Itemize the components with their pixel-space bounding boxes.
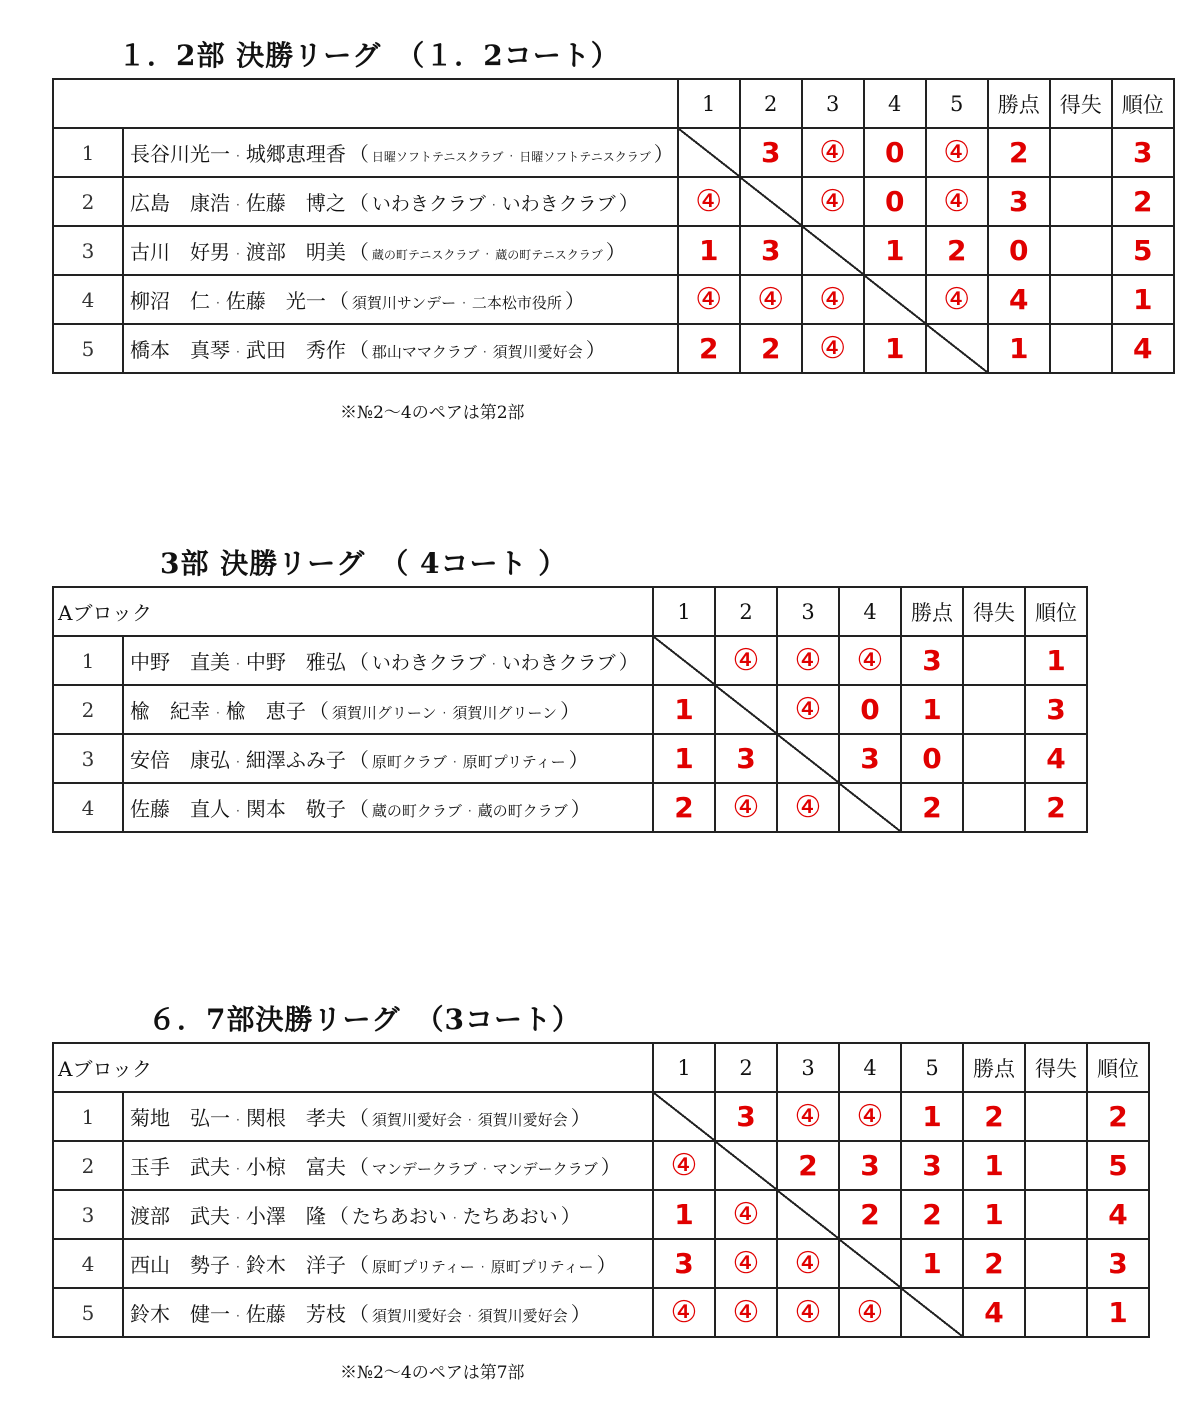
separator-dot: · (236, 246, 240, 261)
match-score: 3 (715, 1092, 777, 1141)
open-paren: （ (348, 1253, 369, 1277)
self-match-cell (926, 324, 988, 373)
player-2-name: 佐藤 光一 (225, 289, 326, 313)
club-1-name: 須賀川グリーン (331, 704, 437, 722)
club-1-name: いわきクラブ (371, 652, 486, 674)
club-2-name: たちあおい (462, 1206, 558, 1228)
player-2-name: 関根 孝夫 (245, 1106, 346, 1130)
pair-cell (123, 226, 678, 275)
separator-dot: · (236, 148, 240, 163)
pair-cell (123, 1141, 653, 1190)
rank: 2 (1025, 783, 1087, 832)
win-points: 1 (963, 1190, 1025, 1239)
win-points: 0 (988, 226, 1050, 275)
match-score: ④ (802, 275, 864, 324)
self-match-cell (839, 783, 901, 832)
league-note: ※№2～4のペアは第7部 (340, 1363, 525, 1383)
column-header: 順位 (1112, 79, 1174, 128)
club-2-name: 須賀川グリーン (452, 704, 558, 722)
table-row (53, 1239, 1149, 1288)
close-paren: ） (618, 191, 639, 215)
match-score: 0 (864, 177, 926, 226)
league-note: ※№2～4のペアは第2部 (340, 403, 525, 423)
rank: 4 (1087, 1190, 1149, 1239)
column-header: 1 (653, 1043, 715, 1092)
close-paren: ） (564, 289, 585, 313)
self-match-cell (777, 1190, 839, 1239)
game-difference (1025, 1190, 1087, 1239)
self-match-cell (777, 734, 839, 783)
player-1-name: 西山 勢子 (130, 1253, 230, 1277)
player-1-name: 長谷川光一 (130, 142, 230, 166)
match-score: ④ (802, 177, 864, 226)
separator-dot: · (236, 1161, 240, 1176)
column-header: 勝点 (963, 1043, 1025, 1092)
club-1-name: たちあおい (351, 1206, 447, 1228)
player-2-name: 武田 秀作 (245, 338, 346, 362)
self-match-cell (653, 636, 715, 685)
close-paren: ） (600, 1155, 621, 1179)
table-row (53, 324, 1174, 373)
separator-dot: · (236, 656, 240, 671)
game-difference (1050, 324, 1112, 373)
column-header: 3 (777, 587, 839, 636)
open-paren: （ (348, 338, 369, 362)
league-table (52, 1042, 1150, 1338)
match-score: ④ (715, 1239, 777, 1288)
club-1-name: 郡山ママクラブ (371, 343, 477, 361)
club-2-name: 蔵の町クラブ (477, 802, 568, 820)
rank: 1 (1087, 1288, 1149, 1337)
match-score: 1 (901, 1239, 963, 1288)
separator-dot: · (236, 1308, 240, 1323)
block-label (53, 79, 678, 128)
club-2-name: 原町プリティー (490, 1258, 594, 1276)
block-label: Aブロック (53, 587, 653, 636)
match-score: ④ (926, 177, 988, 226)
separator-dot: · (452, 1210, 457, 1225)
match-score: 1 (901, 1092, 963, 1141)
match-score: ④ (715, 1288, 777, 1337)
table-row (53, 783, 1087, 832)
match-score: 2 (926, 226, 988, 275)
game-difference (963, 734, 1025, 783)
open-paren: （ (348, 748, 369, 772)
column-header: 2 (740, 79, 802, 128)
close-paren: ） (596, 1253, 617, 1277)
self-match-cell (678, 128, 740, 177)
column-header: 1 (653, 587, 715, 636)
pair-cell (123, 1190, 653, 1239)
table-row (53, 1288, 1149, 1337)
separator-dot: · (482, 1161, 487, 1176)
win-points: 1 (963, 1141, 1025, 1190)
open-paren: （ (348, 191, 369, 215)
league-table (52, 586, 1088, 833)
pair-number: 4 (53, 1239, 123, 1288)
rank: 4 (1025, 734, 1087, 783)
club-1-name: マンデークラブ (371, 1160, 477, 1178)
match-score: 1 (653, 685, 715, 734)
table-row (53, 1141, 1149, 1190)
pair-cell (123, 177, 678, 226)
column-header: 得失 (963, 587, 1025, 636)
match-score: ④ (678, 275, 740, 324)
pair-number: 2 (53, 1141, 123, 1190)
separator-dot: · (509, 148, 514, 163)
column-header: 3 (777, 1043, 839, 1092)
club-2-name: 日曜ソフトテニスクラブ (519, 150, 651, 164)
club-2-name: 原町プリティー (462, 753, 566, 771)
pair-number: 3 (53, 1190, 123, 1239)
table-row (53, 1092, 1149, 1141)
table-row (53, 128, 1174, 177)
match-score: ④ (777, 1092, 839, 1141)
player-2-name: 細澤ふみ子 (245, 748, 346, 772)
match-score: ④ (653, 1288, 715, 1337)
win-points: 3 (988, 177, 1050, 226)
column-header: 得失 (1025, 1043, 1087, 1092)
separator-dot: · (216, 295, 220, 310)
win-points: 2 (988, 128, 1050, 177)
column-header: 勝点 (988, 79, 1050, 128)
column-header: 4 (839, 587, 901, 636)
player-1-name: 橋本 真琴 (130, 338, 230, 362)
pair-cell (123, 1288, 653, 1337)
match-score: 3 (901, 1141, 963, 1190)
block-label: Aブロック (53, 1043, 653, 1092)
league-title: ６．7部決勝リーグ （3コート） (148, 1003, 581, 1036)
close-paren: ） (570, 797, 591, 821)
open-paren: （ (348, 650, 369, 674)
player-2-name: 佐藤 芳枝 (245, 1302, 346, 1326)
match-score: 3 (839, 1141, 901, 1190)
player-2-name: 佐藤 博之 (245, 191, 346, 215)
win-points: 1 (988, 324, 1050, 373)
rank: 4 (1112, 324, 1174, 373)
win-points: 2 (901, 783, 963, 832)
close-paren: ） (560, 1204, 581, 1228)
match-score: ④ (715, 783, 777, 832)
player-2-name: 小椋 富夫 (245, 1155, 346, 1179)
column-header: 5 (901, 1043, 963, 1092)
table-row (53, 685, 1087, 734)
open-paren: （ (348, 797, 369, 821)
self-match-cell (715, 1141, 777, 1190)
open-paren: （ (348, 1302, 369, 1326)
club-2-name: 須賀川愛好会 (492, 343, 583, 361)
player-1-name: 中野 直美 (130, 650, 230, 674)
match-score: 1 (678, 226, 740, 275)
club-2-name: 須賀川愛好会 (477, 1307, 568, 1325)
player-2-name: 鈴木 洋子 (245, 1253, 346, 1277)
column-header: 勝点 (901, 587, 963, 636)
match-score: ④ (777, 685, 839, 734)
game-difference (1050, 128, 1112, 177)
separator-dot: · (452, 754, 457, 769)
separator-dot: · (236, 754, 240, 769)
column-header: 2 (715, 587, 777, 636)
match-score: ④ (926, 275, 988, 324)
club-2-name: 蔵の町テニスクラブ (495, 248, 603, 262)
pair-number: 2 (53, 177, 123, 226)
match-score: ④ (839, 1092, 901, 1141)
match-score: ④ (740, 275, 802, 324)
rank: 3 (1087, 1239, 1149, 1288)
league-title: １．2部 決勝リーグ （１．2コート） (118, 39, 620, 72)
player-2-name: 小澤 隆 (245, 1204, 326, 1228)
match-score: ④ (802, 324, 864, 373)
open-paren: （ (348, 142, 369, 166)
rank: 1 (1112, 275, 1174, 324)
pair-number: 4 (53, 275, 123, 324)
game-difference (963, 685, 1025, 734)
game-difference (1050, 177, 1112, 226)
club-1-name: 須賀川愛好会 (371, 1307, 462, 1325)
pair-cell (123, 636, 653, 685)
game-difference (1025, 1141, 1087, 1190)
match-score: 1 (864, 226, 926, 275)
pair-number: 4 (53, 783, 123, 832)
match-score: ④ (653, 1141, 715, 1190)
player-1-name: 鈴木 健一 (130, 1302, 230, 1326)
player-2-name: 渡部 明美 (245, 240, 346, 264)
pair-cell (123, 1239, 653, 1288)
club-1-name: 日曜ソフトテニスクラブ (371, 150, 504, 164)
match-score: 3 (740, 128, 802, 177)
match-score: 1 (653, 734, 715, 783)
match-score: 2 (839, 1190, 901, 1239)
pair-number: 5 (53, 324, 123, 373)
open-paren: （ (328, 289, 349, 313)
column-header: 5 (926, 79, 988, 128)
table-row (53, 734, 1087, 783)
separator-dot: · (485, 246, 490, 261)
club-2-name: マンデークラブ (492, 1160, 598, 1178)
self-match-cell (715, 685, 777, 734)
open-paren: （ (348, 240, 369, 264)
rank: 2 (1087, 1092, 1149, 1141)
column-header: 3 (802, 79, 864, 128)
separator-dot: · (236, 803, 240, 818)
separator-dot: · (236, 1210, 240, 1225)
win-points: 3 (901, 636, 963, 685)
separator-dot: · (462, 295, 466, 310)
win-points: 1 (901, 685, 963, 734)
separator-dot: · (216, 705, 220, 720)
self-match-cell (839, 1239, 901, 1288)
club-2-name: 須賀川愛好会 (477, 1111, 568, 1129)
league-title: 3部 決勝リーグ （ 4コート ） (160, 547, 568, 580)
self-match-cell (740, 177, 802, 226)
player-1-name: 柳沼 仁 (130, 289, 210, 313)
pair-number: 1 (53, 128, 123, 177)
self-match-cell (653, 1092, 715, 1141)
club-2-name: いわきクラブ (501, 652, 616, 674)
column-header: 4 (839, 1043, 901, 1092)
match-score: ④ (926, 128, 988, 177)
game-difference (1025, 1239, 1087, 1288)
player-2-name: 楡 恵子 (225, 699, 306, 723)
match-score: ④ (715, 1190, 777, 1239)
separator-dot: · (491, 197, 496, 212)
win-points: 4 (988, 275, 1050, 324)
match-score: 1 (864, 324, 926, 373)
match-score: 0 (864, 128, 926, 177)
match-score: 0 (839, 685, 901, 734)
game-difference (963, 783, 1025, 832)
column-header: 順位 (1025, 587, 1087, 636)
close-paren: ） (605, 240, 626, 264)
win-points: 0 (901, 734, 963, 783)
rank: 3 (1112, 128, 1174, 177)
separator-dot: · (491, 656, 496, 671)
club-1-name: 須賀川サンデー (351, 294, 457, 312)
column-header: 1 (678, 79, 740, 128)
close-paren: ） (585, 338, 606, 362)
pair-cell (123, 783, 653, 832)
player-1-name: 広島 康浩 (130, 191, 230, 215)
match-score: 2 (678, 324, 740, 373)
close-paren: ） (568, 748, 589, 772)
column-header: 得失 (1050, 79, 1112, 128)
pair-cell (123, 1092, 653, 1141)
self-match-cell (864, 275, 926, 324)
pair-number: 1 (53, 1092, 123, 1141)
club-1-name: 蔵の町クラブ (371, 802, 462, 820)
club-1-name: 原町クラブ (371, 753, 447, 771)
match-score: 1 (653, 1190, 715, 1239)
rank: 2 (1112, 177, 1174, 226)
player-2-name: 中野 雅弘 (245, 650, 346, 674)
match-score: ④ (802, 128, 864, 177)
match-score: 3 (715, 734, 777, 783)
table-row (53, 177, 1174, 226)
player-1-name: 玉手 武夫 (130, 1155, 230, 1179)
separator-dot: · (467, 1308, 472, 1323)
separator-dot: · (467, 803, 472, 818)
club-1-name: 原町プリティー (371, 1258, 475, 1276)
player-1-name: 渡部 武夫 (130, 1204, 230, 1228)
pair-number: 3 (53, 226, 123, 275)
match-score: ④ (678, 177, 740, 226)
league-table (52, 78, 1175, 374)
separator-dot: · (480, 1259, 485, 1274)
separator-dot: · (236, 344, 240, 359)
match-score: 3 (653, 1239, 715, 1288)
pair-number: 3 (53, 734, 123, 783)
close-paren: ） (560, 699, 581, 723)
player-1-name: 佐藤 直人 (130, 797, 230, 821)
table-row (53, 1190, 1149, 1239)
player-1-name: 古川 好男 (130, 240, 230, 264)
separator-dot: · (442, 705, 447, 720)
match-score: ④ (777, 1239, 839, 1288)
separator-dot: · (467, 1112, 472, 1127)
match-score: 2 (901, 1190, 963, 1239)
self-match-cell (802, 226, 864, 275)
pair-cell (123, 685, 653, 734)
match-score: ④ (777, 636, 839, 685)
match-score: ④ (715, 636, 777, 685)
pair-cell (123, 128, 678, 177)
table-row (53, 275, 1174, 324)
player-1-name: 楡 紀幸 (130, 699, 210, 723)
match-score: 3 (839, 734, 901, 783)
pair-cell (123, 324, 678, 373)
pair-cell (123, 275, 678, 324)
win-points: 4 (963, 1288, 1025, 1337)
close-paren: ） (653, 142, 674, 166)
close-paren: ） (618, 650, 639, 674)
match-score: 2 (740, 324, 802, 373)
club-1-name: いわきクラブ (371, 193, 486, 215)
player-1-name: 安倍 康弘 (130, 748, 230, 772)
match-score: ④ (839, 636, 901, 685)
match-score: 2 (653, 783, 715, 832)
win-points: 2 (963, 1092, 1025, 1141)
open-paren: （ (348, 1155, 369, 1179)
self-match-cell (901, 1288, 963, 1337)
close-paren: ） (570, 1302, 591, 1326)
separator-dot: · (236, 197, 240, 212)
close-paren: ） (570, 1106, 591, 1130)
match-score: ④ (839, 1288, 901, 1337)
game-difference (1025, 1288, 1087, 1337)
match-score: ④ (777, 1288, 839, 1337)
player-2-name: 関本 敬子 (245, 797, 346, 821)
win-points: 2 (963, 1239, 1025, 1288)
rank: 3 (1025, 685, 1087, 734)
pair-number: 1 (53, 636, 123, 685)
match-score: 2 (777, 1141, 839, 1190)
game-difference (963, 636, 1025, 685)
pair-number: 5 (53, 1288, 123, 1337)
open-paren: （ (308, 699, 329, 723)
rank: 1 (1025, 636, 1087, 685)
table-row (53, 226, 1174, 275)
pair-number: 2 (53, 685, 123, 734)
match-score: ④ (777, 783, 839, 832)
club-2-name: いわきクラブ (501, 193, 616, 215)
separator-dot: · (236, 1259, 240, 1274)
separator-dot: · (236, 1112, 240, 1127)
player-1-name: 菊地 弘一 (130, 1106, 230, 1130)
separator-dot: · (482, 344, 487, 359)
column-header: 4 (864, 79, 926, 128)
game-difference (1050, 275, 1112, 324)
game-difference (1050, 226, 1112, 275)
rank: 5 (1087, 1141, 1149, 1190)
pair-cell (123, 734, 653, 783)
open-paren: （ (328, 1204, 349, 1228)
table-row (53, 636, 1087, 685)
club-1-name: 須賀川愛好会 (371, 1111, 462, 1129)
club-1-name: 蔵の町テニスクラブ (371, 248, 480, 262)
club-2-name: 二本松市役所 (471, 294, 562, 312)
game-difference (1025, 1092, 1087, 1141)
match-score: 3 (740, 226, 802, 275)
column-header: 2 (715, 1043, 777, 1092)
column-header: 順位 (1087, 1043, 1149, 1092)
open-paren: （ (348, 1106, 369, 1130)
player-2-name: 城郷恵理香 (245, 142, 346, 166)
rank: 5 (1112, 226, 1174, 275)
